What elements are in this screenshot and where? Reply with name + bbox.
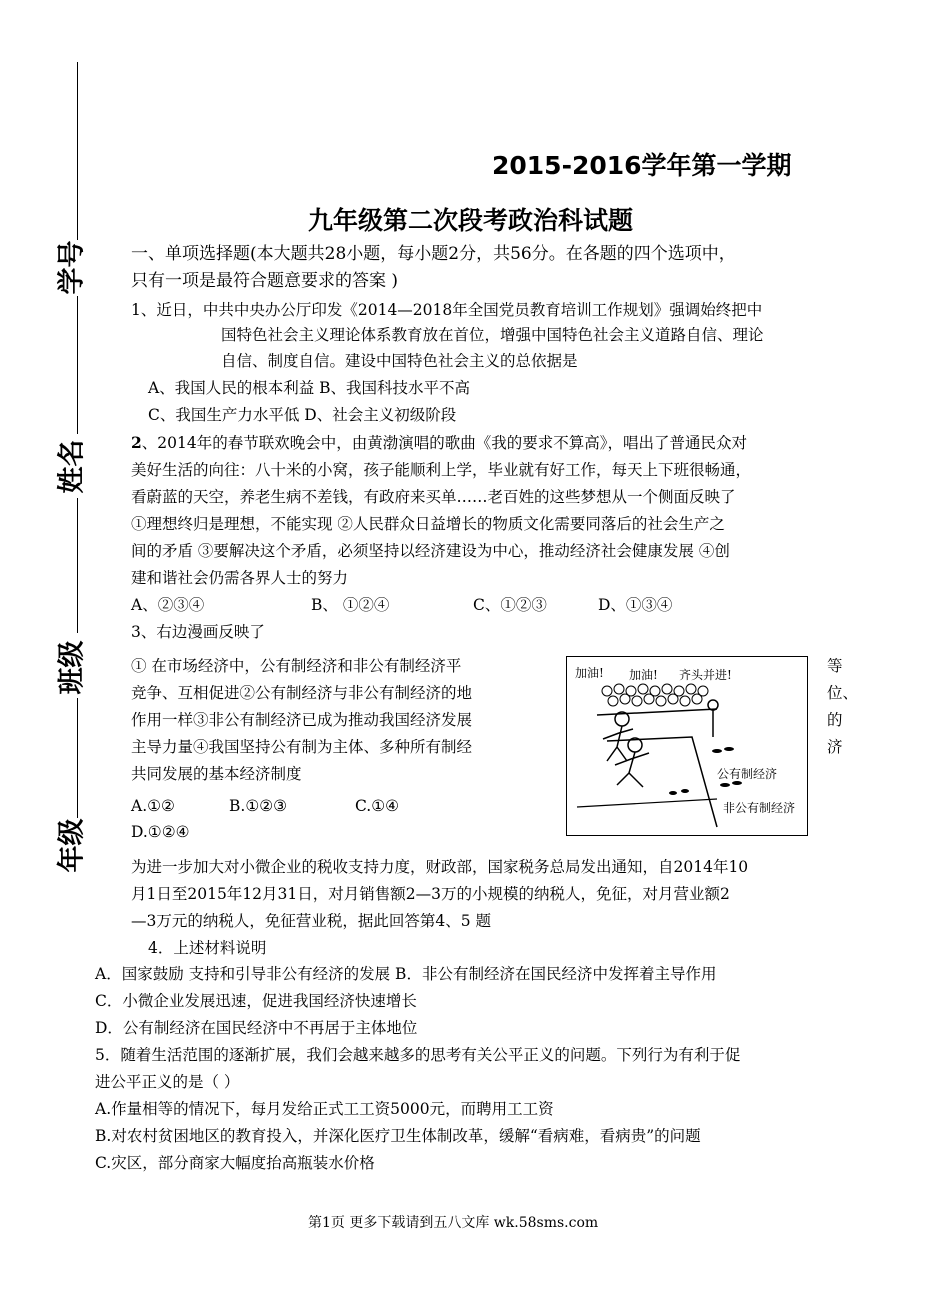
q3-option-b: B.①②③ [229,797,288,815]
q3-option-d: D.①②④ [131,823,190,841]
section-heading-line2: 只有一项是最符合题意要求的答案 ) [131,271,399,291]
q3-right-3: 的 [827,711,843,729]
material-line3: —3万元的纳税人，免征营业税，据此回答第4、5 题 [131,912,492,930]
q2-line5: 间的矛盾 ③要解决这个矛盾，必须坚持以经济建设为中心，推动经济社会健康发展 ④创 [131,542,730,560]
q3-line3: 作用一样③非公有制经济已成为推动我国经济发展 [131,711,473,729]
cartoon-label-nonpublic: 非公有制经济 [723,801,796,815]
q2-line6: 建和谐社会仍需各界人士的努力 [131,569,349,587]
binding-line-top [77,62,78,240]
binding-line-3 [77,498,78,633]
q4-options-ab: A．国家鼓励 支持和引导非公有经济的发展 B．非公有制经济在国民经济中发挥着主导作用 [95,965,717,983]
q5-option-b: B.对农村贫困地区的教育投入，并深化医疗卫生体制改革，缓解“看病难，看病贵”的问题 [95,1127,701,1145]
exam-title: 九年级第二次段考政治科试题 [308,206,634,235]
q3-line2: 竞争、互相促进②公有制经济与非公有制经济的地 [131,684,473,702]
q3-line4: 主导力量④我国坚持公有制为主体、多种所有制经 [131,738,473,756]
q2-option-c: C、①②③ [473,596,547,614]
q3-option-a: A.①② [131,797,175,815]
q4-option-c: C．小微企业发展迅速，促进我国经济快速增长 [95,992,417,1010]
q3-line1: ① 在市场经济中，公有制经济和非公有制经济平 [131,657,462,675]
q2-line4: ①理想终归是理想，不能实现 ②人民群众日益增长的物质文化需要同落后的社会生产之 [131,515,725,533]
section-heading-line1: 一、单项选择题(本大题共28小题，每小题2分，共56分。在各题的四个选项中， [131,244,736,264]
q3-line5: 共同发展的基本经济制度 [131,765,302,783]
q2-number: 2 [131,433,142,452]
name-label: 姓名 [56,439,88,494]
q4-option-d: D．公有制经济在国民经济中不再居于主体地位 [95,1019,418,1037]
q1-line2: 国特色社会主义理论体系教育放在首位，增强中国特色社会主义道路自信、理论 [221,326,764,344]
q2-option-a: A、②③④ [131,596,205,614]
q2-line1-text: 、2014年的春节联欢晚会中，由黄渤演唱的歌曲《我的要求不算高》，唱出了普通民众对 [141,434,747,452]
material-line2: 月1日至2015年12月31日，对月销售额2—3万的小规模的纳税人，免征，对月营业额2 [131,885,730,903]
q2-line1 [131,433,747,453]
q2-line3: 看蔚蓝的天空，养老生病不差钱，有政府来买单……老百姓的这些梦想从一个侧面反映了 [131,488,736,506]
grade-label: 年级 [56,818,88,873]
q3-option-c: C.①④ [355,797,400,815]
cartoon-label-public: 公有制经济 [717,767,778,781]
cartoon-image [566,656,808,836]
q3-right-1: 等 [827,657,843,675]
cartoon-cheer-1: 加油! [575,666,604,680]
q5-option-a: A.作量相等的情况下，每月发给正式工工资5000元，而聘用工工资 [95,1100,554,1118]
q5-line1: 5．随着生活范围的逐渐扩展，我们会越来越多的思考有关公平正义的问题。下列行为有利于促 [95,1046,741,1064]
q3-right-2: 位、 [827,684,859,702]
student-id-label: 学号 [56,240,88,295]
q5-line2: 进公平正义的是（ ） [95,1073,240,1091]
q1-options-ab: A、我国人民的根本利益 B、我国科技水平不高 [148,379,471,397]
q1-line3: 自信、制度自信。建设中国特色社会主义的总依据是 [221,352,578,370]
q3-heading: 3、右边漫画反映了 [131,623,265,641]
cartoon-cheer-2: 加油! [629,668,658,682]
q1-options-cd: C、我国生产力水平低 D、社会主义初级阶段 [148,406,457,424]
q3-right-4: 济 [827,738,843,756]
q1-line1: 1、近日，中共中央办公厅印发《2014—2018年全国党员教育培训工作规划》强调始终把中 [131,301,763,319]
binding-line-4 [77,698,78,818]
binding-line-2 [77,296,78,434]
class-label: 班级 [56,640,88,695]
material-line1: 为进一步加大对小微企业的税收支持力度，财政部，国家税务总局发出通知，自2014年10 [131,858,749,876]
q4-heading: 4．上述材料说明 [148,939,267,957]
q2-line2: 美好生活的向往：八十米的小窝，孩子能顺利上学，毕业就有好工作，每天上下班很畅通， [131,461,752,479]
cartoon-cheer-3: 齐头并进! [679,668,732,682]
exam-term-title: 2015-2016学年第一学期 [492,151,792,180]
page-footer: 第1页 更多下载请到五八文库 wk.58sms.com [308,1215,599,1231]
q5-option-c: C.灾区，部分商家大幅度抬高瓶装水价格 [95,1154,375,1172]
q2-option-b: B、 ①②④ [311,596,390,614]
q2-option-d: D、①③④ [598,596,673,614]
